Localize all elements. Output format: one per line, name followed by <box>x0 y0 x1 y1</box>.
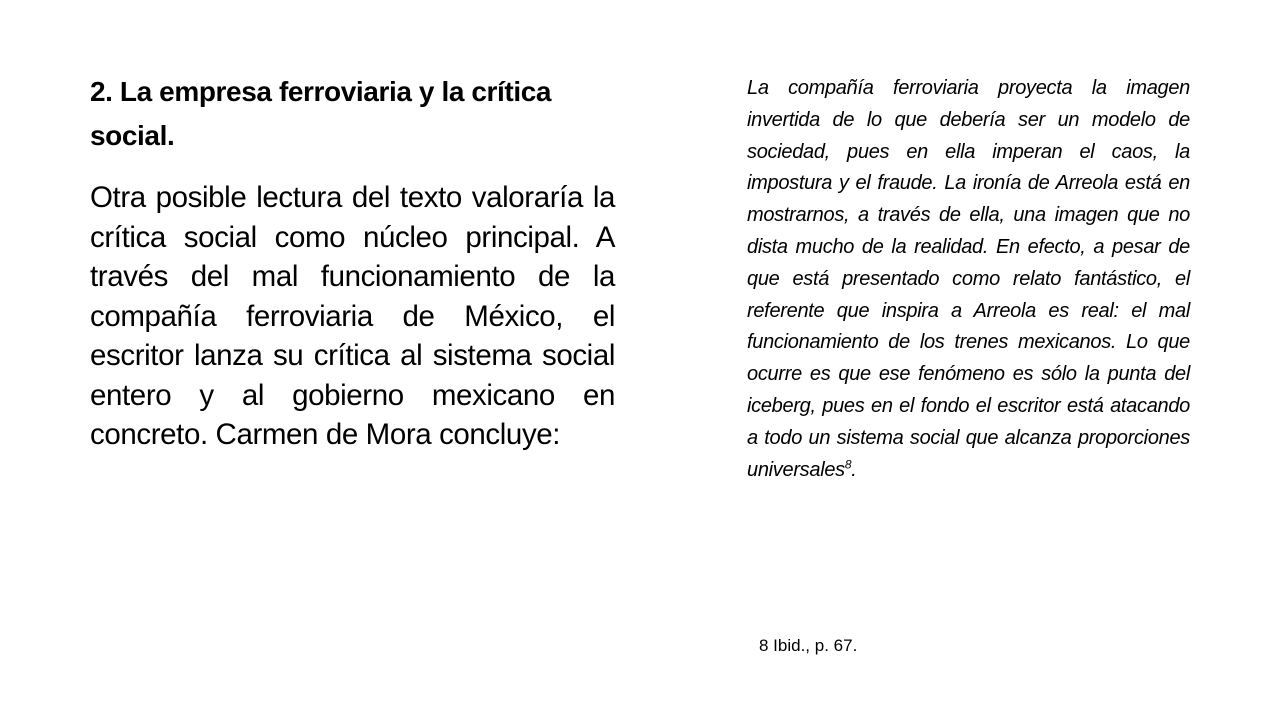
quote-text: La compañía ferroviaria proyecta la imagen invertida de lo que debería ser un modelo de sociedad, pues en ella imperan el caos, la impostura y el fraude. La ironía de Arreola está en mostrarnos, a través de ella, una imagen que no dista mucho de la realidad. En efecto, a pesar de que está presentado como relato fantástico, el referente que inspira a Arreola es real: el mal funcionamiento de los trenes mexicanos. Lo que ocurre es que ese fenómeno es sólo la punta del iceberg, pues en el fondo el escritor está atacando a todo un sistema social que alcanza proporciones universales <box>747 77 1190 481</box>
footnote: 8 Ibid., p. 67. <box>759 636 858 655</box>
left-column <box>90 70 615 455</box>
right-column <box>747 73 1190 486</box>
body-paragraph: Otra posible lectura del texto valoraría la crítica social como núcleo principal. A través del mal funcionamiento de la compañía ferroviaria de México, el escritor lanza su crítica al sistema social entero y al gobierno mexicano en concreto. Carmen de Mora concluye: <box>90 181 615 451</box>
quote-end: . <box>851 458 857 481</box>
block-quote <box>747 73 1190 486</box>
footnote-marker: 8 <box>844 456 852 471</box>
section-heading: 2. La empresa ferroviaria y la crítica social. <box>90 76 552 151</box>
